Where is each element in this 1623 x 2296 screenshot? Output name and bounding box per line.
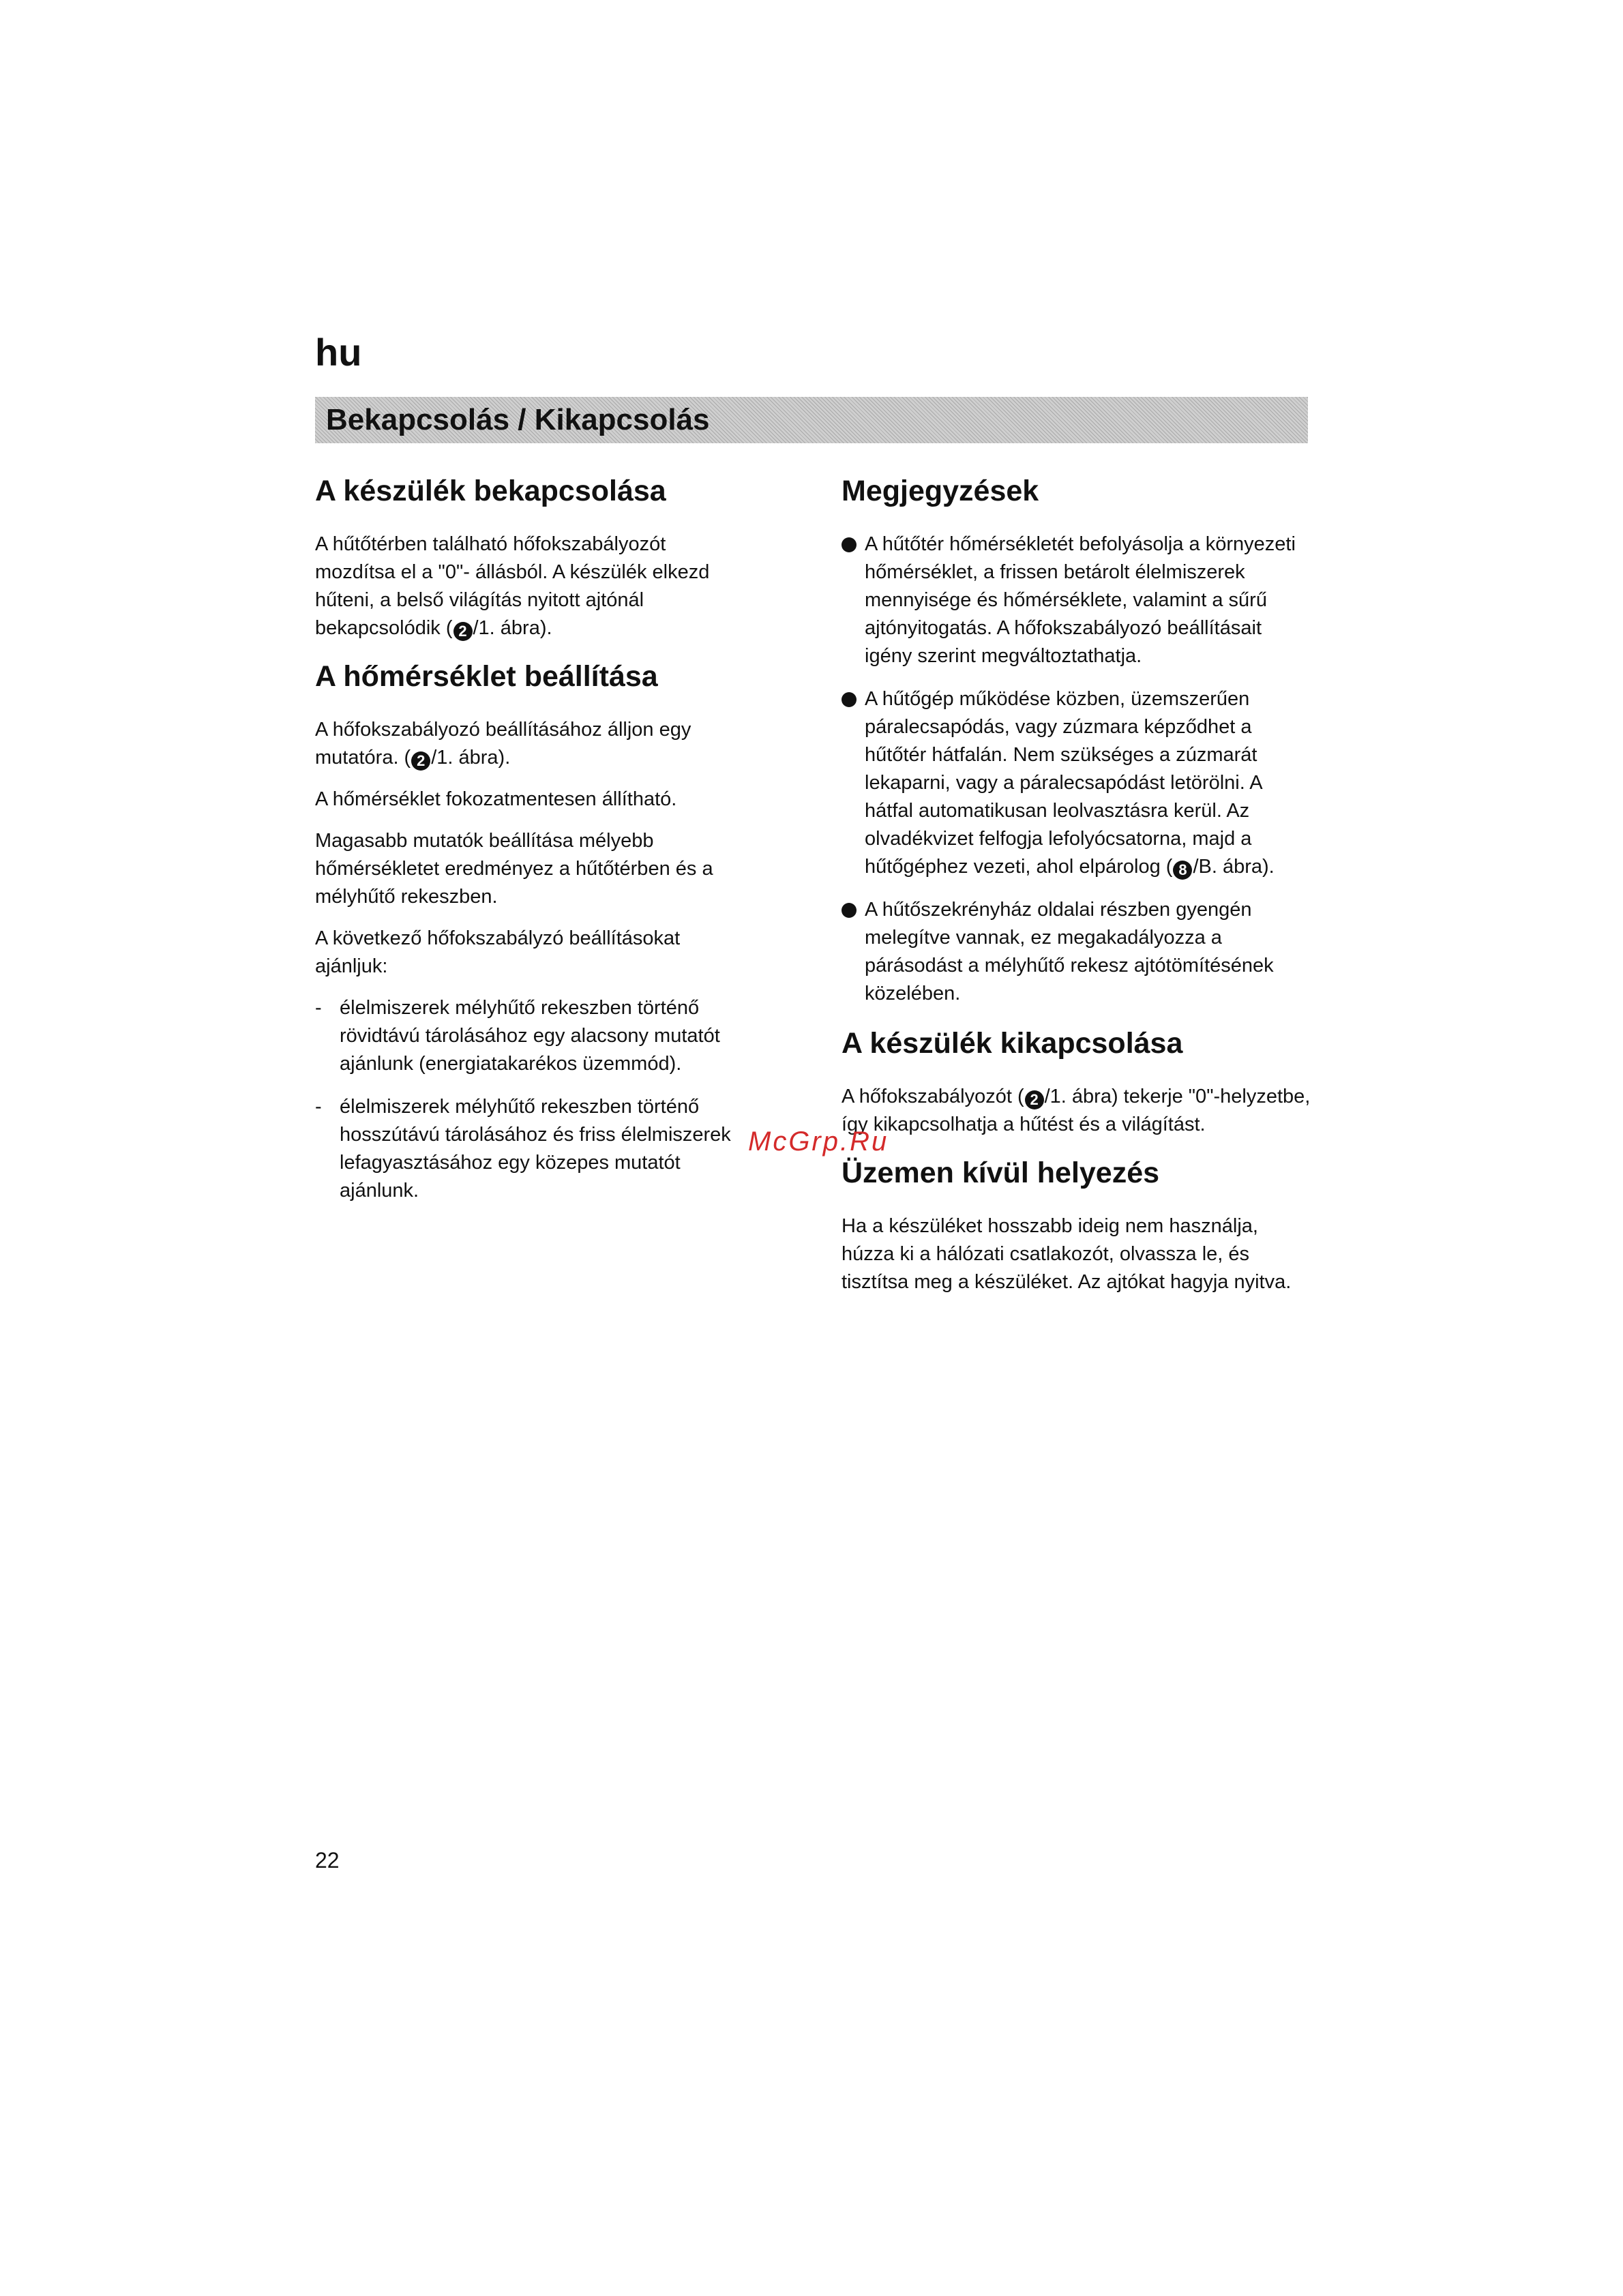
bullet-icon [842, 903, 857, 918]
list-item-text: A hűtőtér hőmérsékletét befolyásolja a környezeti hőmérséklet, a frissen betárolt élelmiszerek mennyisége és hőmérséklete, valamint a sűrű ajtónyitogatás. A hőfokszabályozó beállításait igény szerint megváltoztathatja. [865, 533, 1296, 667]
language-code: hu [315, 331, 362, 374]
list-item-text: élelmiszerek mélyhűtő rekeszben történő hosszútávú tárolásához és friss élelmiszerek lefagyasztásához egy közepes mutatót ajánlunk. [340, 1096, 731, 1202]
temperature-text-2: A hőmérséklet fokozatmentesen állítható. [315, 788, 677, 810]
right-column [842, 471, 1312, 1310]
temperature-text-3: Magasabb mutatók beállítása mélyebb hőmérsékletet eredményez a hűtőtérben és a mélyhűtő rekeszben. [315, 830, 713, 908]
section-banner [315, 397, 1308, 443]
heading-out-of-service: Üzemen kívül helyezés [842, 1157, 1160, 1189]
heading-switch-off: A készülék kikapcsolása [842, 1027, 1183, 1060]
list-item [315, 994, 751, 1078]
bullet-icon [842, 537, 857, 552]
list-item [842, 685, 1312, 881]
left-column [315, 471, 751, 1220]
heading-notes: Megjegyzések [842, 475, 1039, 507]
heading-temperature: A hőmérséklet beállítása [315, 660, 658, 693]
switch-off-text: A hőfokszabályozót ( 2 /1. ábra) tekerje "0"-helyzetbe, így kikapcsolhatja a hűtést és a világítást. [842, 1086, 1311, 1135]
list-item [842, 531, 1312, 670]
page-number: 22 [315, 1848, 340, 1873]
list-item-text: A hűtőgép működése közben, üzemszerűen páralecsapódás, vagy zúzmara képződhet a hűtőtér hátfalán. Nem szükséges a zúzmarát lekaparni, vagy a páralecsapódást letörölni. A hátfal automatikusan leolvasztásra kerül. Az olvadékvizet felfogja lefolyócsatorna, majd a hűtőgéphez vezeti, ahol elpárolog ( 8 /B. ábra). [865, 688, 1275, 878]
switch-on-text: A hűtőtérben található hőfokszabályozót mozdítsa el a "0"- állásból. A készülék elkezd hűteni, a belső világítás nyitott ajtónál bekapcsolódik ( 2 /1. ábra). [315, 533, 710, 640]
dash-marker: - [315, 997, 322, 1019]
figure-ref-icon: 2 [453, 622, 473, 641]
figure-ref-icon: 2 [411, 751, 430, 771]
figure-ref-icon: 8 [1173, 861, 1192, 880]
dash-marker: - [315, 1096, 322, 1118]
bullet-icon [842, 692, 857, 707]
temperature-text-4: A következő hőfokszabályzó beállításokat ajánljuk: [315, 927, 681, 977]
list-item-text: A hűtőszekrényház oldalai részben gyengén melegítve vannak, ez megakadályozza a párásodást a mélyhűtő rekesz ajtótömítésének közelében. [865, 899, 1274, 1004]
watermark: McGrp.Ru [748, 1127, 889, 1157]
banner-title: Bekapcsolás / Kikapcsolás [326, 403, 710, 436]
list-item-text: élelmiszerek mélyhűtő rekeszben történő rövidtávú tárolásához egy alacsony mutatót ajánlunk (energiatakarékos üzemmód). [340, 997, 720, 1075]
out-of-service-text: Ha a készüléket hosszabb ideig nem használja, húzza ki a hálózati csatlakozót, olvassza le, és tisztítsa meg a készüléket. Az ajtókat hagyja nyitva. [842, 1215, 1292, 1293]
heading-switch-on: A készülék bekapcsolása [315, 475, 666, 507]
list-item [315, 1093, 751, 1205]
list-item [842, 896, 1312, 1008]
temperature-text-1: A hőfokszabályozó beállításához álljon egy mutatóra. ( 2 /1. ábra). [315, 719, 691, 769]
figure-ref-icon: 2 [1025, 1090, 1044, 1109]
